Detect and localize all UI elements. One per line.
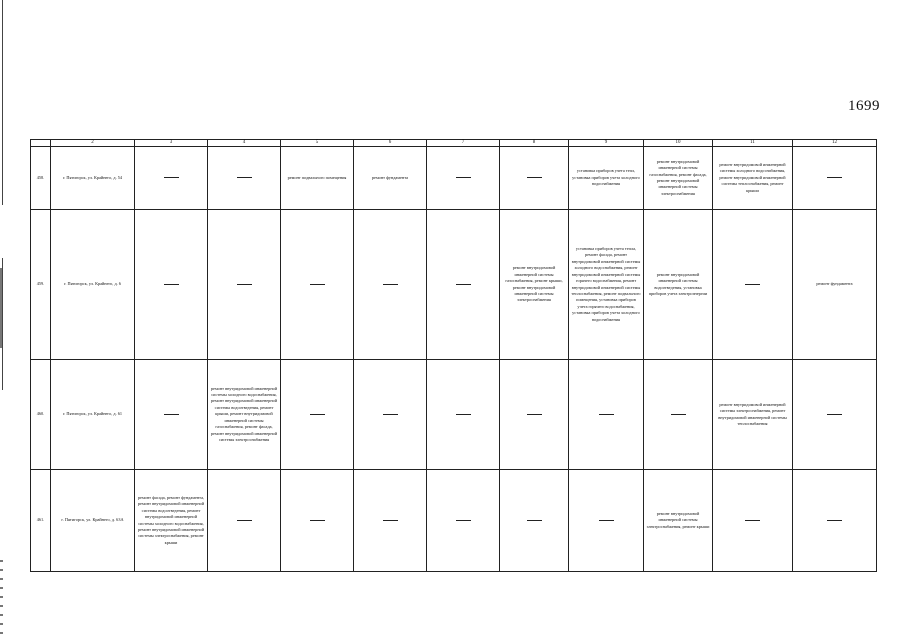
work-cell — [500, 147, 569, 210]
work-cell — [500, 470, 569, 572]
work-cell — [713, 360, 793, 470]
table-row — [31, 360, 877, 470]
empty-dash — [745, 284, 760, 285]
table-row — [31, 210, 877, 360]
work-description: установка приборов учета тепла, ремонт фасада, ремонт внутридомовой инженерной системы холодного водоснабжения, ремонт внутридомовой инженерной системы горячего водоснабжения, ремонт внутридомовой инженерной системы теплоснабжения, ремонт подвального помещения, установка приборов учета горячего водоснабжения, установка приборов учета холодного водоснабжения — [571, 245, 641, 322]
work-description: ремонт подвального помещения — [287, 174, 347, 180]
work-cell — [135, 210, 208, 360]
work-cell — [569, 147, 644, 210]
empty-dash — [164, 177, 179, 178]
empty-dash — [310, 414, 325, 415]
work-cell — [135, 147, 208, 210]
empty-dash — [599, 520, 614, 521]
empty-dash — [527, 414, 542, 415]
work-cell — [644, 360, 713, 470]
empty-dash — [237, 520, 252, 521]
work-cell — [569, 210, 644, 360]
empty-dash — [164, 414, 179, 415]
work-cell — [569, 360, 644, 470]
table-row — [31, 147, 877, 210]
work-description: ремонт внутридомовой инженерной системы газоснабжения, ремонт крыши, ремонт внутридомовой инженерной системы электроснабжения — [505, 265, 563, 303]
empty-dash — [310, 520, 325, 521]
row-number: 459. — [31, 210, 51, 360]
table-body — [31, 140, 877, 572]
address-cell: г. Пятигорск, ул. Крайнего, д. 54 — [51, 147, 135, 210]
empty-dash — [310, 284, 325, 285]
empty-dash — [745, 520, 760, 521]
work-cell — [135, 470, 208, 572]
row-number: 458. — [31, 147, 51, 210]
work-cell — [208, 360, 281, 470]
work-cell — [354, 360, 427, 470]
empty-dash — [383, 414, 398, 415]
work-cell — [500, 360, 569, 470]
empty-dash — [527, 177, 542, 178]
work-cell — [281, 147, 354, 210]
work-description: ремонт фундамента — [371, 174, 409, 180]
column-header: 4 — [208, 140, 281, 147]
column-header: 5 — [281, 140, 354, 147]
empty-dash — [456, 284, 471, 285]
address-cell: г. Пятигорск, ул. Крайнего, д. 61 — [51, 360, 135, 470]
work-description: ремонт фасада, ремонт фундамента, ремонт внутридомовой инженерной системы водоотведения, ремонт внутридомовой инженерной системы холодного водоснабжения, ремонт внутридомовой инженерной системы электроснабжения, ремонт крыши — [137, 494, 205, 545]
column-header: 3 — [135, 140, 208, 147]
work-cell — [427, 210, 500, 360]
empty-dash — [827, 520, 842, 521]
work-cell — [644, 210, 713, 360]
work-cell — [713, 470, 793, 572]
empty-dash — [164, 284, 179, 285]
column-header: 11 — [713, 140, 793, 147]
work-description: ремонт внутридомовой инженерной системы холодного водоснабжения, ремонт внутридомовой инженерной системы теплоснабжения, ремонт крыши — [719, 161, 786, 193]
scan-edge-mark — [0, 268, 2, 348]
work-description: ремонт внутридомовой инженерной системы газоснабжения, ремонт фасада, ремонт внутридомовой инженерной системы электроснабжения — [649, 158, 707, 196]
column-header: 6 — [354, 140, 427, 147]
empty-dash — [671, 414, 686, 415]
work-cell — [354, 147, 427, 210]
work-cell — [208, 470, 281, 572]
work-cell — [427, 470, 500, 572]
column-header — [31, 140, 51, 147]
work-cell — [208, 210, 281, 360]
work-cell — [500, 210, 569, 360]
work-cell — [569, 470, 644, 572]
work-cell — [208, 147, 281, 210]
column-header: 9 — [569, 140, 644, 147]
empty-dash — [456, 520, 471, 521]
work-cell — [135, 360, 208, 470]
work-cell — [793, 147, 877, 210]
empty-dash — [237, 284, 252, 285]
scan-edge-mark — [2, 258, 3, 390]
empty-dash — [383, 520, 398, 521]
work-cell — [427, 360, 500, 470]
address-cell: г. Пятигорск, ул. Крайнего, д. 6 — [51, 210, 135, 360]
work-description: ремонт внутридомовой инженерной системы водоотведения, установка приборов учета электроэнергии — [648, 271, 708, 296]
work-cell — [281, 360, 354, 470]
empty-dash — [237, 177, 252, 178]
empty-dash — [527, 520, 542, 521]
column-header: 12 — [793, 140, 877, 147]
empty-dash — [827, 414, 842, 415]
work-cell — [713, 210, 793, 360]
work-description: ремонт внутридомовой инженерной системы холодного водоснабжения, ремонт внутридомовой инженерной системы водоотведения, ремонт крыши, ремонт внутридомовой инженерной системы газоснабжения, ремонт фасада, ремонт внутридомовой инженерной системы электроснабжения — [210, 385, 278, 443]
page-number: 1699 — [848, 98, 880, 114]
work-cell — [793, 360, 877, 470]
work-cell — [793, 470, 877, 572]
work-cell — [354, 210, 427, 360]
work-cell — [644, 470, 713, 572]
empty-dash — [827, 177, 842, 178]
address-cell: г. Пятигорск, ул. Крайнего, д. 63А — [51, 470, 135, 572]
work-cell — [354, 470, 427, 572]
work-cell — [281, 470, 354, 572]
work-cell — [281, 210, 354, 360]
empty-dash — [383, 284, 398, 285]
repair-schedule-table — [30, 139, 877, 572]
row-number: 461. — [31, 470, 51, 572]
empty-dash — [456, 177, 471, 178]
empty-dash — [456, 414, 471, 415]
scan-edge-dots — [0, 560, 3, 640]
work-cell — [644, 147, 713, 210]
work-cell — [713, 147, 793, 210]
row-number: 460. — [31, 360, 51, 470]
work-cell — [427, 147, 500, 210]
work-description: ремонт фундамента — [816, 281, 853, 287]
column-number-row — [31, 140, 877, 147]
table-row — [31, 470, 877, 572]
work-description: ремонт внутридомовой инженерной системы электроснабжения, ремонт крыши — [646, 510, 710, 529]
scan-edge-mark — [2, 0, 3, 205]
column-header: 7 — [427, 140, 500, 147]
work-description: установка приборов учета тепл, установка приборов учета холодного водоснабжения — [572, 168, 640, 187]
work-description: ремонт внутридомовой инженерной системы электроснабжения, ремонт внутридомовой инженерной системы теплоснабжения — [718, 401, 787, 426]
column-header: 8 — [500, 140, 569, 147]
work-cell — [793, 210, 877, 360]
column-header: 2 — [51, 140, 135, 147]
empty-dash — [599, 414, 614, 415]
column-header: 10 — [644, 140, 713, 147]
